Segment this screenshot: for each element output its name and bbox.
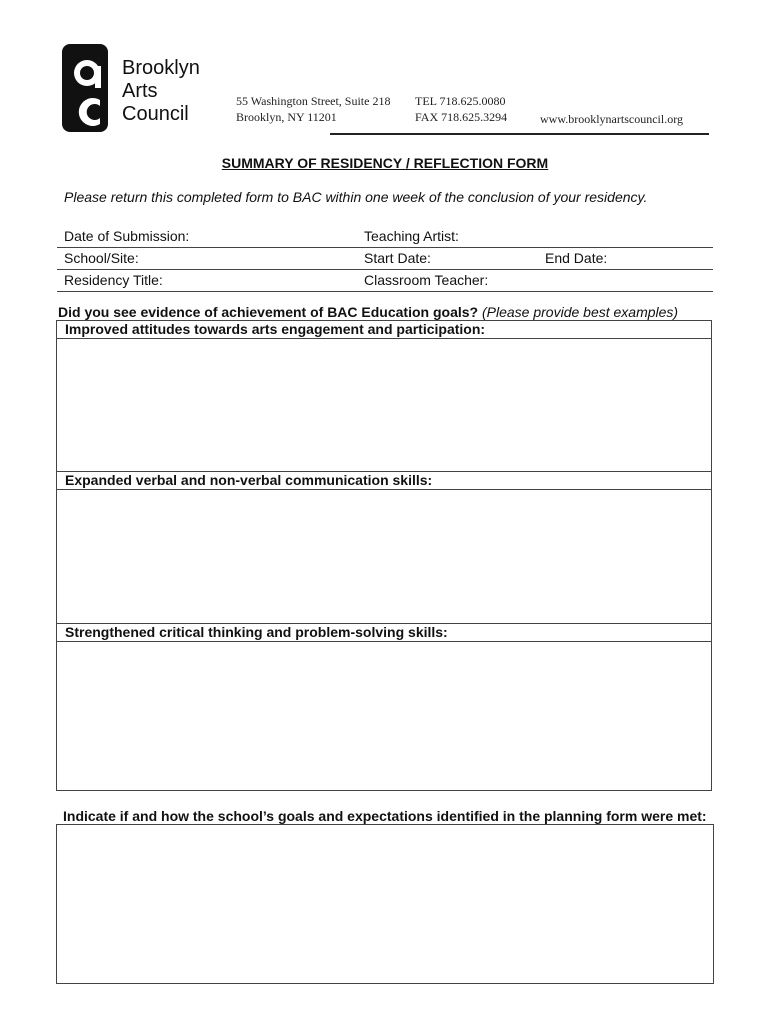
goal-2-heading: Expanded verbal and non-verbal communication skills: <box>57 472 711 490</box>
website: www.brooklynartscouncil.org <box>540 112 683 126</box>
bac-logo-icon <box>62 44 108 132</box>
goal-box-3[interactable] <box>56 623 712 791</box>
address-line1: 55 Washington Street, Suite 218 <box>236 94 391 108</box>
form-instructions: Please return this completed form to BAC within one week of the conclusion of your residency. <box>64 189 648 205</box>
org-name-line3: Council <box>122 103 189 125</box>
teaching-artist-field[interactable]: Teaching Artist: <box>364 228 459 244</box>
goal-box-2[interactable] <box>56 471 712 624</box>
question-1-note: (Please provide best examples) <box>482 304 679 320</box>
goal-3-heading: Strengthened critical thinking and problem-solving skills: <box>57 624 711 642</box>
question-2: Indicate if and how the school’s goals and expectations identified in the planning form were met: <box>63 808 707 824</box>
address-line2: Brooklyn, NY 11201 <box>236 110 337 124</box>
question-1: Did you see evidence of achievement of BAC Education goals? (Please provide best examples) <box>58 304 679 320</box>
date-of-submission-field[interactable]: Date of Submission: <box>64 228 190 244</box>
info-row-3 <box>57 270 713 292</box>
school-site-field[interactable]: School/Site: <box>64 250 139 266</box>
org-name-line1: Brooklyn <box>122 57 200 79</box>
school-goals-answer-box[interactable] <box>56 824 714 984</box>
form-title: SUMMARY OF RESIDENCY / REFLECTION FORM <box>221 155 549 171</box>
info-row-1 <box>57 226 713 248</box>
phone-number: TEL 718.625.0080 <box>415 94 506 108</box>
end-date-field[interactable]: End Date: <box>545 250 608 266</box>
info-row-2 <box>57 248 713 270</box>
goal-1-heading: Improved attitudes towards arts engagement and participation: <box>57 321 711 339</box>
residency-title-field[interactable]: Residency Title: <box>64 272 163 288</box>
goal-box-1[interactable] <box>56 320 712 472</box>
classroom-teacher-field[interactable]: Classroom Teacher: <box>364 272 489 288</box>
fax-number: FAX 718.625.3294 <box>415 110 508 124</box>
org-name-line2: Arts <box>122 80 158 102</box>
start-date-field[interactable]: Start Date: <box>364 250 431 266</box>
header-rule <box>330 133 709 135</box>
